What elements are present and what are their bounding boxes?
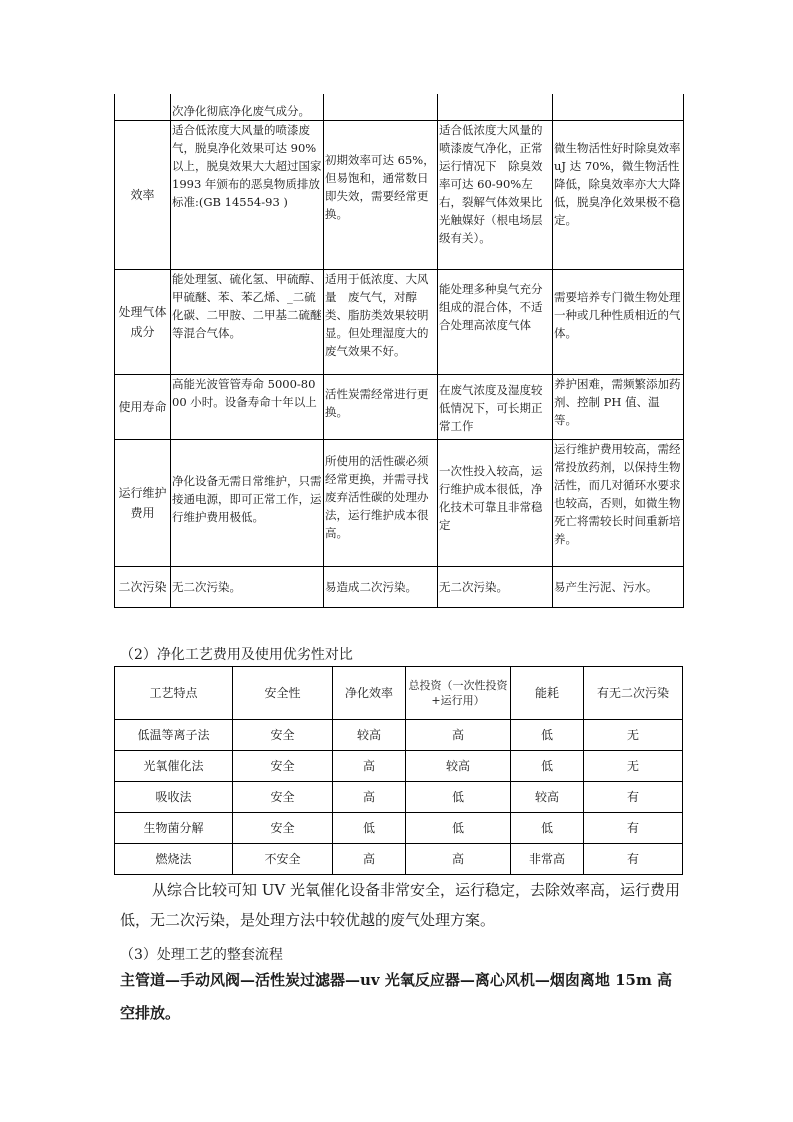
- table-header-row: [115, 667, 683, 720]
- row-header: 效率: [115, 121, 171, 270]
- table-row: [115, 844, 683, 875]
- table-cell: 低: [511, 751, 584, 782]
- table-cell: 次净化彻底净化废气成分。: [171, 94, 324, 121]
- table-cell: 非常高: [511, 844, 584, 875]
- conclusion-paragraph: 从综合比较可知 UV 光氧催化设备非常安全，运行稳定，去除效率高，运行费用低，无二次污染，是处理方法中较优越的废气处理方案。: [120, 881, 681, 929]
- table-cell: 微生物活性好时除臭效率 uJ 达 70%，微生物活性降低，除臭效率亦大大降低，脱臭净化效果极不稳定。: [553, 121, 684, 270]
- table-row: [115, 375, 684, 440]
- table-row: [115, 121, 684, 270]
- table-cell: 高: [333, 844, 406, 875]
- table-row: [115, 567, 684, 608]
- table-cell: 高: [333, 782, 406, 813]
- table-cell: 高: [406, 720, 511, 751]
- table-cell: 活性炭需经常进行更换。: [324, 375, 438, 440]
- row-header: 二次污染: [115, 567, 171, 608]
- table-row: [115, 813, 683, 844]
- table-cell: 无: [584, 720, 683, 751]
- table-cell: 有: [584, 782, 683, 813]
- column-header: 有无二次污染: [584, 667, 683, 720]
- table-cell: 运行维护费用较高，需经常投放药剂，以保持生物活性，而几对循环水要求也较高，否则，如微生物死亡将需较长时间重新培养。: [553, 440, 684, 567]
- table-cell: 适合低浓度大风量的喷漆废气，脱臭净化效果可达 90%以上，脱臭效果大大超过国家 1993 年颁布的恶臭物质排放标准:(GB 14554-93 ): [171, 121, 324, 270]
- table-cell: 低: [511, 720, 584, 751]
- table-cell: [115, 94, 171, 121]
- row-header: 运行维护费用: [115, 440, 171, 567]
- table-cell: 能处理多种臭气充分组成的混合体，不适合处理高浓度气体: [438, 270, 553, 375]
- table-cell: 净化设备无需日常维护，只需接通电源，即可正常工作，运行维护费用极低。: [171, 440, 324, 567]
- table-cell: 适合低浓度大风量的喷漆废气净化，正常运行情况下 除臭效率可达 60-90%左右，裂解气体效果比光触媒好（根电场层级有关）。: [438, 121, 553, 270]
- table-cell: 易造成二次污染。: [324, 567, 438, 608]
- column-header: 能耗: [511, 667, 584, 720]
- row-header: 处理气体成分: [115, 270, 171, 375]
- table-cell: [324, 94, 438, 121]
- table-cell: 一次性投入较高，运行维护成本很低，净化技术可靠且非常稳定: [438, 440, 553, 567]
- table-cell: 安全: [233, 720, 333, 751]
- table-row: [115, 720, 683, 751]
- table-cell: 低: [406, 813, 511, 844]
- column-header: 工艺特点: [115, 667, 233, 720]
- column-header: 总投资（一次性投资+运行用）: [406, 667, 511, 720]
- table-cell: 在废气浓度及湿度较低情况下，可长期正常工作: [438, 375, 553, 440]
- table-cell: 有: [584, 844, 683, 875]
- table-cell: 较高: [511, 782, 584, 813]
- table-cell: 有: [584, 813, 683, 844]
- table-cell: 低: [511, 813, 584, 844]
- table-cell: 高: [406, 844, 511, 875]
- table-cell: [553, 94, 684, 121]
- table-cell: 养护困难，需频繁添加药剂、控制 PH 值、温等。: [553, 375, 684, 440]
- process-flow-paragraph: 主管道—手动风阀—活性炭过滤器—uv 光氧反应器—离心风机—烟囱离地 15m 高空排放。: [120, 971, 673, 1022]
- cost-comparison-table: [114, 666, 683, 875]
- table-row: [115, 751, 683, 782]
- table-cell: 燃烧法: [115, 844, 233, 875]
- table-cell: 低温等离子法: [115, 720, 233, 751]
- table-cell: 初期效率可达 65%，但易饱和，通常数日即失效，需要经常更换。: [324, 121, 438, 270]
- table-cell: 安全: [233, 751, 333, 782]
- table-cell: 高: [333, 751, 406, 782]
- row-header: 使用寿命: [115, 375, 171, 440]
- table-cell: 较高: [333, 720, 406, 751]
- comparison-table-continued: [114, 94, 684, 608]
- column-header: 安全性: [233, 667, 333, 720]
- table-cell: 吸收法: [115, 782, 233, 813]
- table-cell: 安全: [233, 813, 333, 844]
- table-cell: 无: [584, 751, 683, 782]
- table-row: [115, 440, 684, 567]
- table-row: [115, 94, 684, 121]
- table-cell: 无二次污染。: [438, 567, 553, 608]
- table-cell: 光氧催化法: [115, 751, 233, 782]
- column-header: 净化效率: [333, 667, 406, 720]
- table-cell: 需要培养专门微生物处理一种或几种性质相近的气体。: [553, 270, 684, 375]
- table-cell: 适用于低浓度、大风量 废气气，对醇类、脂肪类效果较明显。但处理湿度大的废气效果不好。: [324, 270, 438, 375]
- table-cell: 无二次污染。: [171, 567, 324, 608]
- table-row: [115, 782, 683, 813]
- table-cell: 高能光波管管寿命 5000-8000 小时。设备寿命十年以上: [171, 375, 324, 440]
- table-cell: 不安全: [233, 844, 333, 875]
- table-row: [115, 270, 684, 375]
- table-cell: 安全: [233, 782, 333, 813]
- section-heading: （3）处理工艺的整套流程: [120, 947, 283, 963]
- table-cell: [438, 94, 553, 121]
- table-cell: 生物菌分解: [115, 813, 233, 844]
- table-cell: 易产生污泥、污水。: [553, 567, 684, 608]
- table-cell: 所使用的活性碳必须经常更换，并需寻找废弃活性碳的处理办法，运行维护成本很高。: [324, 440, 438, 567]
- table-cell: 较高: [406, 751, 511, 782]
- table-cell: 能处理氢、硫化氢、甲硫醇、甲硫醚、苯、苯乙烯、_二硫化碳、二甲胺、二甲基二硫醚等混合气体。: [171, 270, 324, 375]
- table-cell: 低: [406, 782, 511, 813]
- table-cell: 低: [333, 813, 406, 844]
- section-heading: （2）净化工艺费用及使用优劣性对比: [120, 647, 353, 663]
